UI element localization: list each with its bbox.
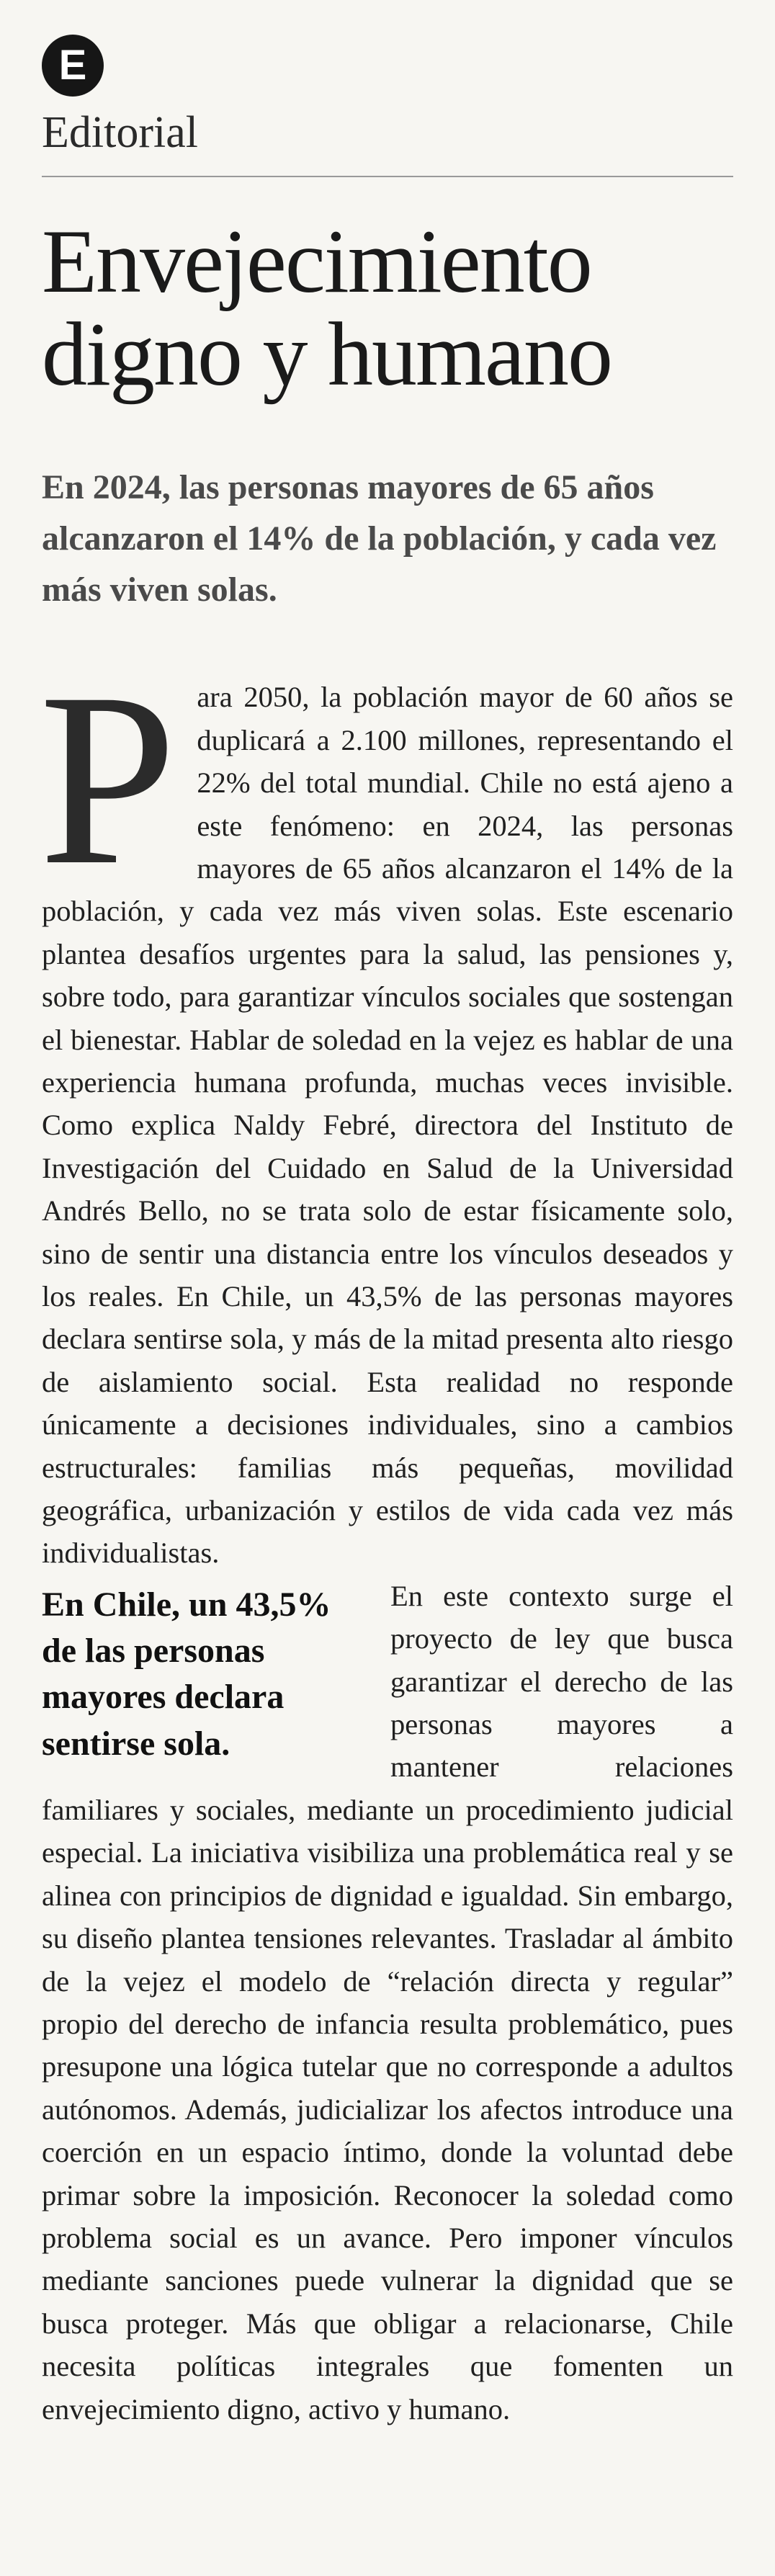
article-deck: En 2024, las personas mayores de 65 años alcanzaron el 14% de la población, y cada vez más viven solas. (42, 468, 717, 609)
article-title: Envejecimiento digno y humano (42, 212, 612, 405)
body-paragraph-1 (39, 642, 733, 1575)
article-body (39, 642, 733, 2430)
body-paragraph-2: En este contexto surge el proyecto de ley que busca garantizar el derecho de las personas mayores a mantener relaciones familiares y sociales, mediante un procedimiento judicial especial. La iniciativa visibiliza una problemática real y se alinea con principios de dignidad e igualdad. Sin embargo, su diseño plantea tensiones relevantes. Trasladar al ámbito de la vejez el modelo de “relación directa y regular” propio del derecho de infancia resulta problemático, pues presupone una lógica tutelar que no corresponde a adultos autónomos. Además, judicializar los afectos introduce una coerción en un espacio íntimo, donde la voluntad debe primar sobre la imposición. Reconocer la soledad como problema social es un avance. Pero imponer vínculos mediante sanciones puede vulnerar la dignidad que se busca proteger. Más que obligar a relacionarse, Chile necesita políticas integrales que fomenten un envejecimiento digno, activo y humano. (42, 1579, 733, 2425)
publication-logo (42, 35, 104, 97)
pull-quote: En Chile, un 43,5% de las personas mayores declara sentirse sola. (42, 1585, 331, 1763)
paragraph-1-text: ara 2050, la población mayor de 60 años se duplicará a 2.100 millones, representando el 22% del total mundial. Chile no está ajeno a este fenómeno: en 2024, las personas mayores de 65 años alcanzaron el 14% de la población, y cada vez más viven solas. Este escenario plantea desafíos urgentes para la salud, las pensiones y, sobre todo, para garantizar vínculos sociales que sostengan el bienestar. Hablar de soledad en la vejez es hablar de una experiencia humana profunda, muchas veces invisible. Como explica Naldy Febré, directora del Instituto de Investigación del Cuidado en Salud de la Universidad Andrés Bello, no se trata solo de estar físicamente solo, sino de sentir una distancia entre los vínculos deseados y los reales. En Chile, un 43,5% de las personas mayores declara sentirse sola, y más de la mitad presenta alto riesgo de aislamiento social. Esta realidad no responde únicamente a decisiones individuales, sino a cambios estructurales: familias más pequeñas, movilidad geográfica, urbanización y estilos de vida cada vez más individualistas. (42, 681, 733, 1570)
logo-letter: E (58, 42, 87, 89)
drop-cap: P (39, 642, 177, 917)
section-divider (42, 176, 733, 177)
section-label: Editorial (42, 108, 198, 157)
